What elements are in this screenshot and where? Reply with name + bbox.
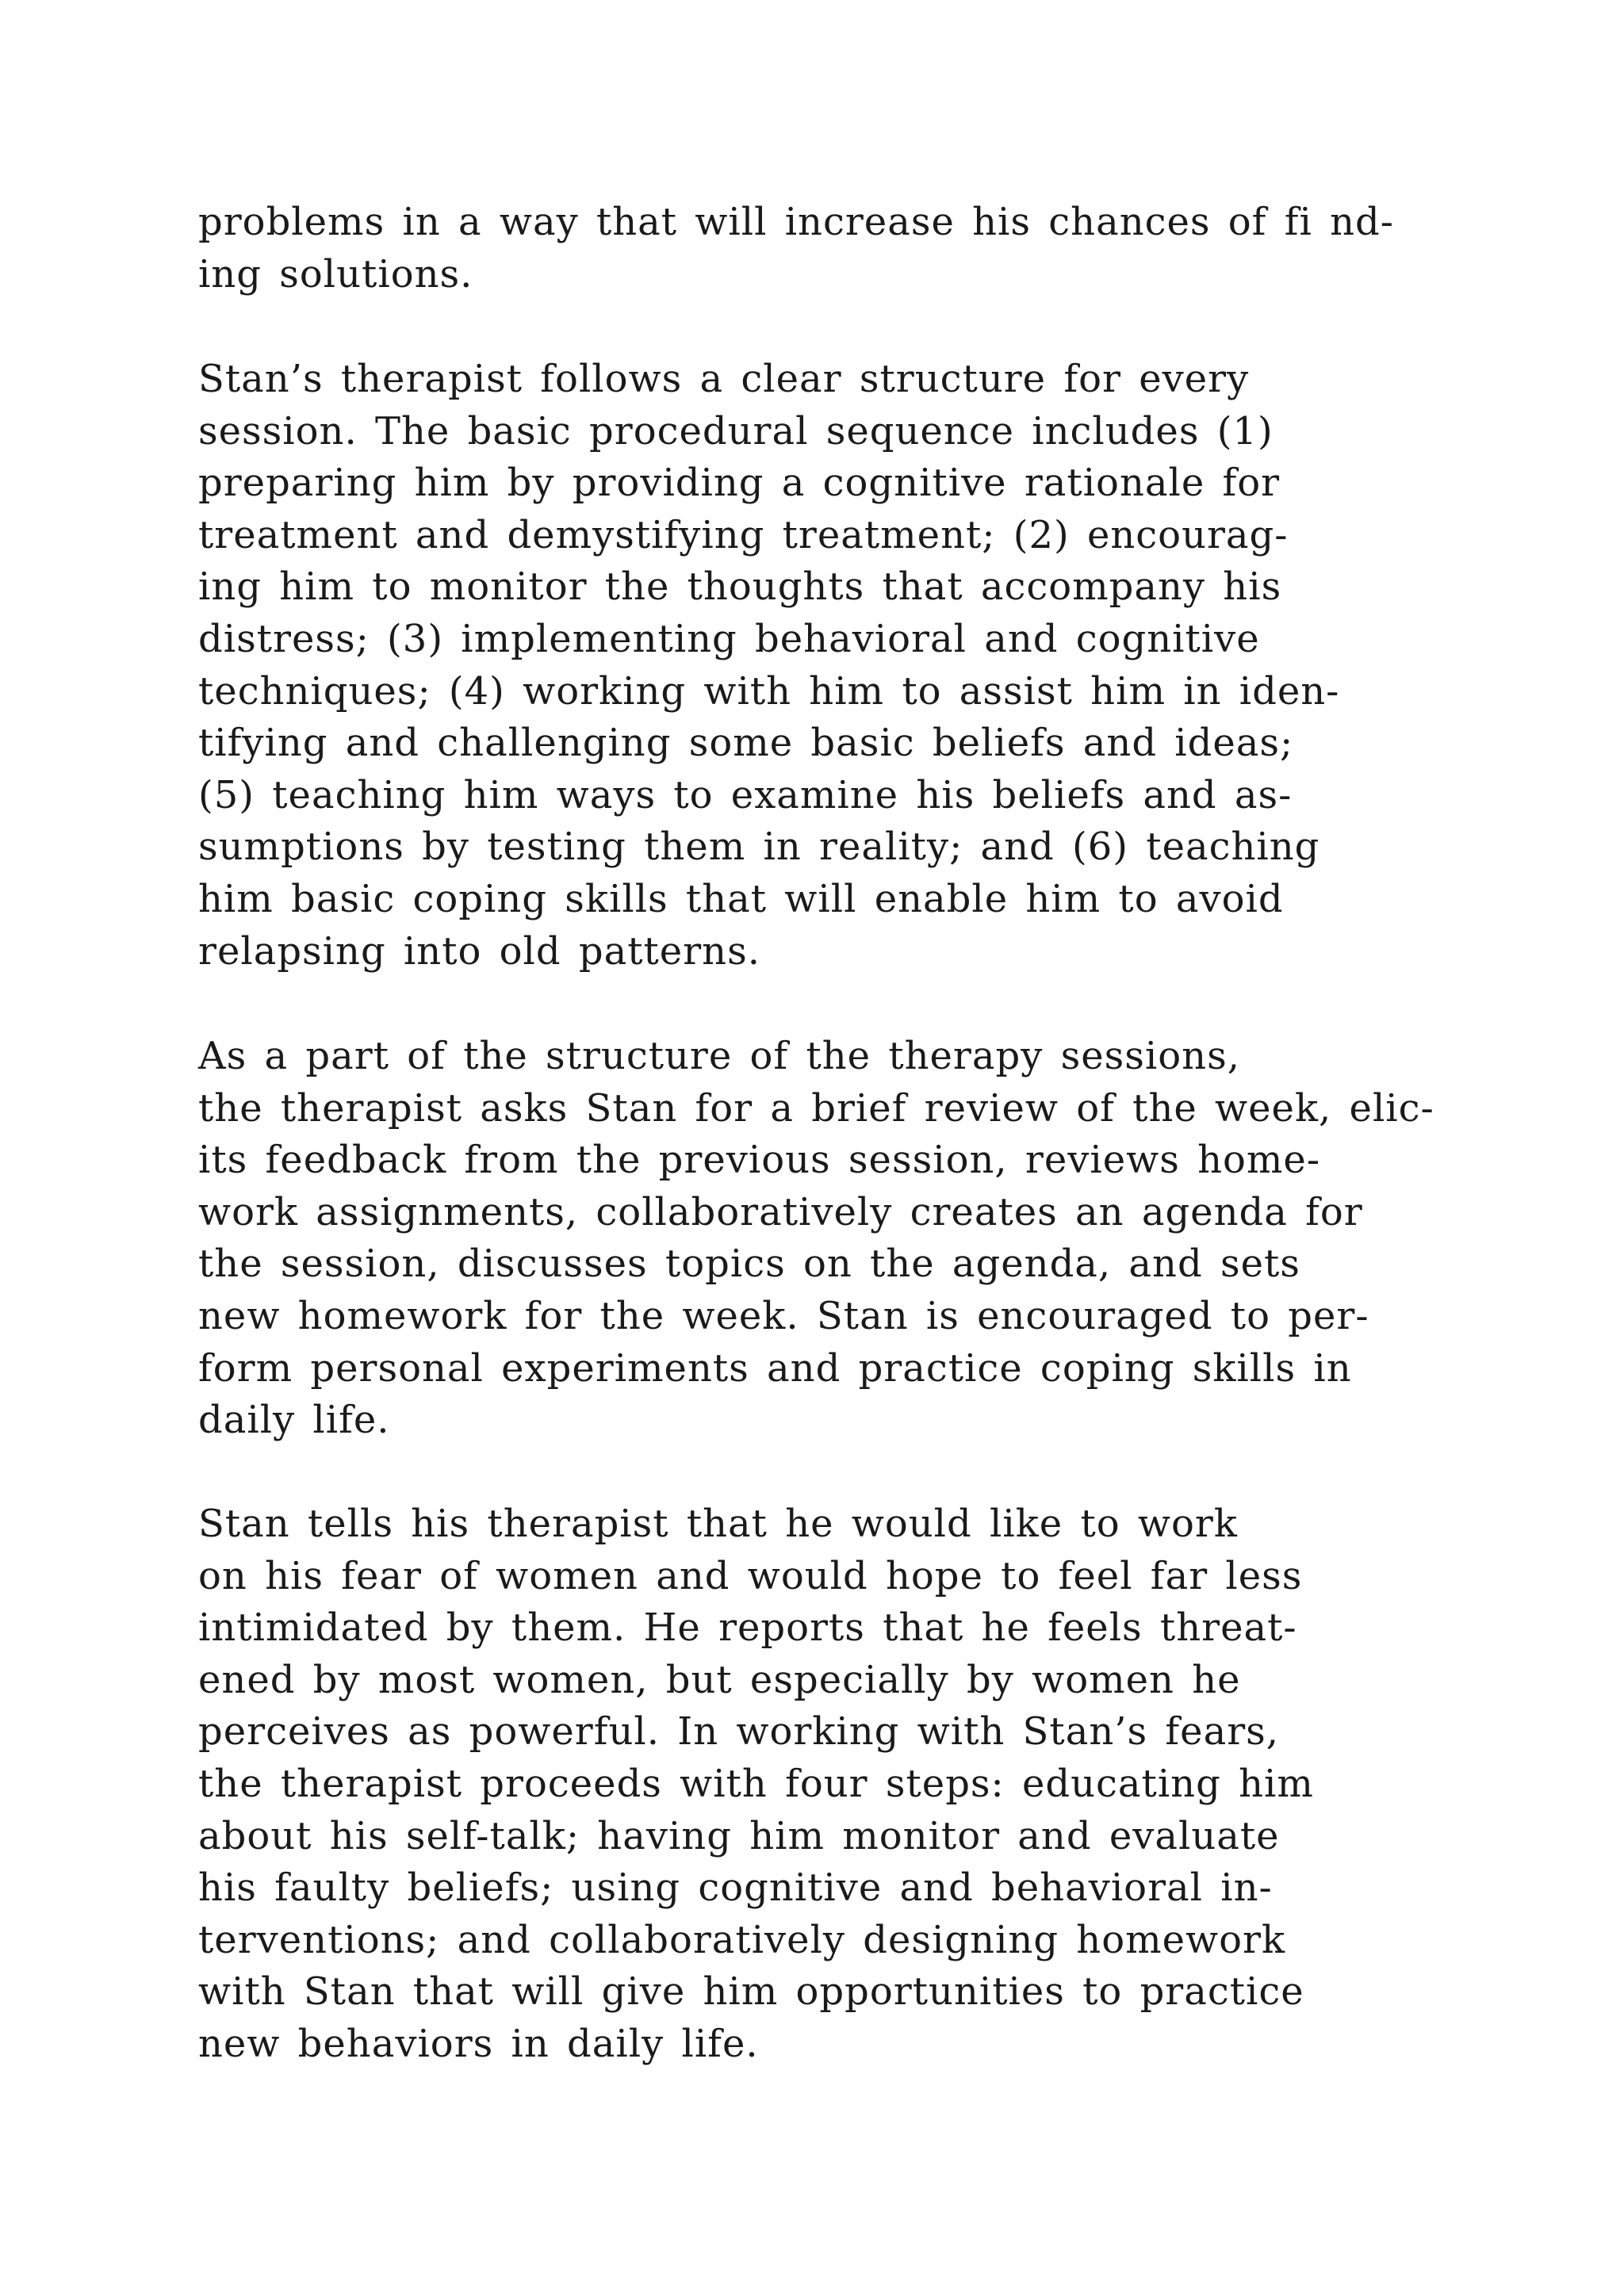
- text-line: As a part of the structure of the therapy sessions,: [198, 1034, 1240, 1078]
- text-line: ing solutions.: [198, 251, 473, 297]
- text-line: the therapist asks Stan for a brief review of the week, elic-: [198, 1085, 1434, 1131]
- text-line: preparing him by providing a cognitive rationale for: [198, 461, 1281, 506]
- text-line: (5) teaching him ways to examine his beliefs and as-: [198, 772, 1293, 817]
- text-line: problems in a way that will increase his chances of fi nd-: [198, 200, 1394, 244]
- text-line: Stan’s therapist follows a clear structure for every: [198, 357, 1250, 401]
- text-line: the session, discusses topics on the agenda, and sets: [198, 1242, 1300, 1287]
- text-line: terventions; and collaboratively designing homework: [198, 1917, 1286, 1962]
- text-line: about his self-talk; having him monitor and evaluate: [198, 1813, 1280, 1858]
- text-line: Stan tells his therapist that he would like to work: [198, 1502, 1238, 1546]
- text-line: session. The basic procedural sequence includes (1): [198, 408, 1274, 453]
- paragraph-3: [198, 1031, 1546, 1447]
- text-line: new homework for the week. Stan is encouraged to per-: [198, 1293, 1369, 1338]
- text-line: ened by most women, but especially by women he: [198, 1657, 1241, 1702]
- text-line: intimidated by them. He reports that he feels threat-: [198, 1605, 1297, 1651]
- paragraph-1: [198, 197, 1546, 300]
- text-line: his faulty beliefs; using cognitive and behavioral in-: [198, 1866, 1273, 1911]
- text-line: distress; (3) implementing behavioral and cognitive: [198, 616, 1260, 661]
- text-line: with Stan that will give him opportunities to practice: [198, 1969, 1304, 2015]
- text-line: ing him to monitor the thoughts that accompany his: [198, 564, 1282, 610]
- text-line: treatment and demystifying treatment; (2) encourag-: [198, 512, 1289, 557]
- paragraph-4: [198, 1498, 1546, 2071]
- paragraph-2: [198, 354, 1546, 978]
- text-line: relapsing into old patterns.: [198, 928, 760, 974]
- text-line: him basic coping skills that will enable him to avoid: [198, 876, 1284, 921]
- text-line: techniques; (4) working with him to assist him in iden-: [198, 668, 1340, 714]
- text-line: perceives as powerful. In working with Stan’s fears,: [198, 1709, 1280, 1755]
- text-line: new behaviors in daily life.: [198, 2021, 759, 2066]
- text-line: on his fear of women and would hope to feel far less: [198, 1553, 1303, 1598]
- text-line: sumptions by testing them in reality; and (6) teaching: [198, 825, 1320, 870]
- text-line: form personal experiments and practice coping skills in: [198, 1345, 1352, 1391]
- text-line: its feedback from the previous session, reviews home-: [198, 1138, 1321, 1183]
- text-line: the therapist proceeds with four steps: educating him: [198, 1761, 1314, 1806]
- text-line: work assignments, collaboratively creates an agenda for: [198, 1189, 1363, 1234]
- text-line: daily life.: [198, 1398, 390, 1443]
- text-line: tifying and challenging some basic beliefs and ideas;: [198, 721, 1294, 766]
